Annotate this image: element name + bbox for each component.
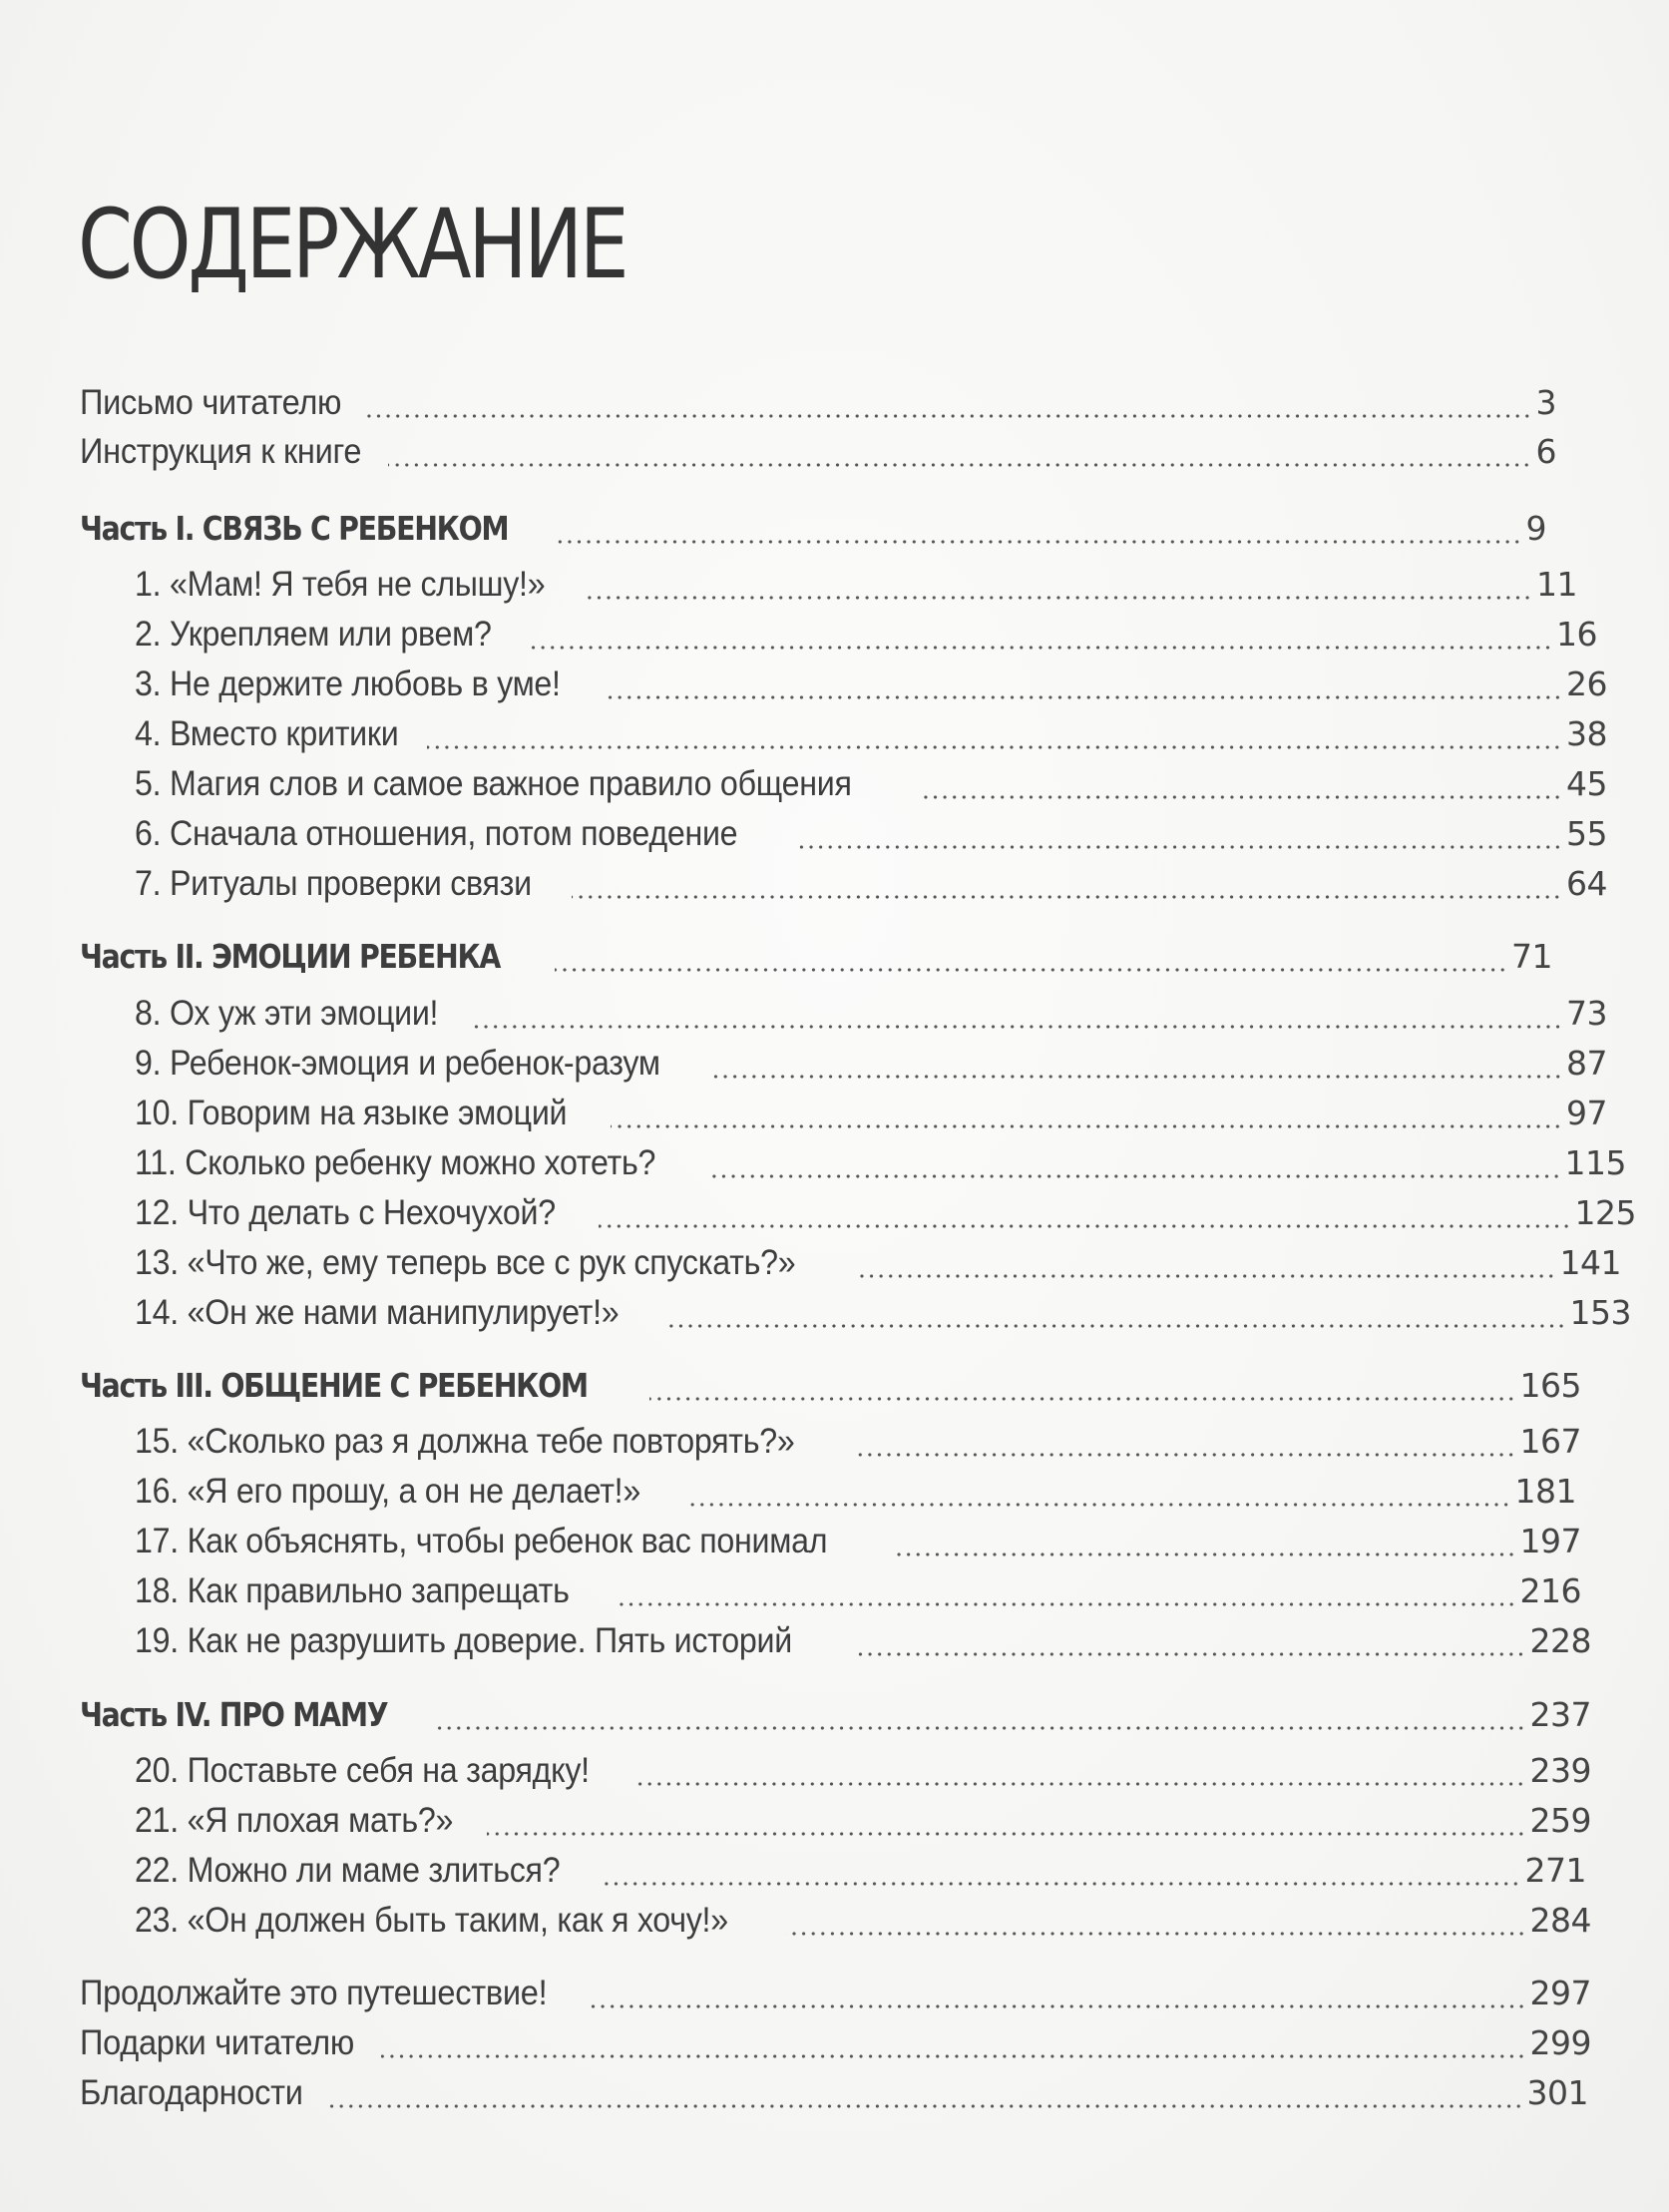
toc-chapter-4[interactable] (135, 714, 1607, 760)
toc-entry-front-2[interactable] (80, 432, 1556, 478)
toc-chapter-23[interactable] (135, 1901, 1591, 1947)
dot-leader (589, 2002, 1526, 2010)
toc-page-number: 197 (1519, 1522, 1581, 1560)
dot-leader (599, 1222, 1571, 1230)
part-title: Часть IV. ПРО МАМУ (80, 1695, 388, 1734)
toc-page-number: 125 (1574, 1193, 1636, 1232)
toc-page-number: 45 (1566, 764, 1607, 803)
toc-entry-back-2[interactable] (80, 2023, 1591, 2069)
dot-leader (786, 1930, 1526, 1938)
toc-page-number: 301 (1526, 2073, 1588, 2112)
dot-leader (667, 1322, 1566, 1330)
toc-page-number: 64 (1566, 864, 1607, 903)
chapter-title: 19. Как не разрушить доверие. Пять историй (135, 1621, 792, 1660)
dot-leader (712, 1073, 1563, 1081)
toc-page-number: 55 (1566, 814, 1607, 853)
toc-page-number: 16 (1556, 615, 1597, 654)
dot-leader (587, 594, 1532, 602)
toc-entry-label: Письмо читателю (80, 383, 342, 422)
part-title: Часть I. СВЯЗЬ С РЕБЕНКОМ (80, 509, 509, 548)
dot-leader (326, 2102, 1523, 2110)
dot-leader (855, 1650, 1525, 1658)
dot-leader (894, 1550, 1516, 1558)
chapter-title: 20. Поставьте себя на зарядку! (135, 1751, 590, 1790)
toc-chapter-18[interactable] (135, 1571, 1581, 1617)
dot-leader (858, 1451, 1515, 1459)
toc-page-number: 38 (1566, 714, 1607, 753)
chapter-title: 12. Что делать с Нехочухой? (135, 1193, 556, 1232)
dot-leader (796, 843, 1562, 851)
toc-chapter-22[interactable] (135, 1851, 1586, 1897)
dot-leader (614, 1600, 1516, 1608)
dot-leader (707, 1172, 1561, 1180)
toc-page-number: 181 (1514, 1472, 1576, 1511)
chapter-title: 18. Как правильно запрещать (135, 1571, 570, 1610)
toc-part-4[interactable] (80, 1695, 1591, 1741)
toc-part-2[interactable] (80, 937, 1552, 983)
toc-page-number: 97 (1566, 1094, 1607, 1132)
toc-page-number: 6 (1535, 432, 1556, 471)
dot-leader (471, 1023, 1562, 1031)
chapter-title: 11. Сколько ребенку можно хотеть? (135, 1143, 656, 1182)
dot-leader (690, 1501, 1510, 1509)
part-title: Часть III. ОБЩЕНИЕ С РЕБЕНКОМ (80, 1366, 588, 1405)
toc-chapter-1[interactable] (135, 565, 1577, 611)
toc-page-number: 297 (1529, 1974, 1591, 2012)
dot-leader (603, 1880, 1520, 1888)
dot-leader (555, 966, 1507, 974)
toc-page-number: 165 (1519, 1366, 1581, 1405)
toc-chapter-10[interactable] (135, 1094, 1607, 1139)
toc-chapter-3[interactable] (135, 664, 1607, 710)
toc-chapter-2[interactable] (135, 615, 1597, 661)
toc-entry-label: Благодарности (80, 2073, 303, 2112)
dot-leader (367, 412, 1532, 420)
chapter-title: 5. Магия слов и самое важное правило общения (135, 764, 852, 803)
toc-entry-back-3[interactable] (80, 2073, 1588, 2119)
chapter-title: 17. Как объяснять, чтобы ребенок вас понимал (135, 1522, 828, 1560)
toc-part-1[interactable] (80, 509, 1546, 555)
chapter-title: 6. Сначала отношения, потом поведение (135, 814, 738, 853)
toc-page-number: 239 (1529, 1751, 1591, 1790)
chapter-title: 22. Можно ли маме злиться? (135, 1851, 561, 1890)
part-title: Часть II. ЭМОЦИИ РЕБЕНКА (80, 937, 501, 976)
chapter-title: 8. Ох уж эти эмоции! (135, 994, 439, 1033)
toc-page-number: 9 (1525, 509, 1546, 548)
dot-leader (381, 2052, 1526, 2060)
toc-page-number: 71 (1511, 937, 1552, 976)
toc-chapter-16[interactable] (135, 1472, 1576, 1518)
toc-page-number: 259 (1529, 1801, 1591, 1840)
toc-page-number: 87 (1566, 1044, 1607, 1083)
dot-leader (634, 1780, 1525, 1788)
chapter-title: 13. «Что же, ему теперь все с рук спускать?» (135, 1243, 796, 1282)
chapter-title: 4. Вместо критики (135, 714, 399, 753)
toc-chapter-5[interactable] (135, 764, 1607, 810)
toc-entry-label: Продолжайте это путешествие! (80, 1974, 548, 2012)
toc-page-number: 228 (1529, 1621, 1591, 1660)
toc-chapter-19[interactable] (135, 1621, 1591, 1667)
toc-page-number: 26 (1566, 664, 1607, 703)
chapter-title: 16. «Я его прошу, а он не делает!» (135, 1472, 640, 1511)
toc-page-number: 299 (1529, 2023, 1591, 2062)
dot-leader (604, 693, 1562, 701)
dot-leader (435, 1724, 1526, 1732)
chapter-title: 10. Говорим на языке эмоций (135, 1094, 568, 1132)
toc-entry-label: Подарки читателю (80, 2023, 355, 2062)
chapter-title: 3. Не держите любовь в уме! (135, 664, 561, 703)
dot-leader (920, 793, 1562, 801)
toc-chapter-12[interactable] (135, 1193, 1636, 1239)
chapter-title: 7. Ритуалы проверки связи (135, 864, 532, 903)
dot-leader (649, 1395, 1516, 1403)
toc-chapter-20[interactable] (135, 1751, 1591, 1797)
chapter-title: 14. «Он же нами манипулирует!» (135, 1293, 620, 1332)
toc-page-number: 153 (1569, 1293, 1631, 1332)
toc-page-number: 167 (1519, 1422, 1581, 1461)
toc-chapter-21[interactable] (135, 1801, 1591, 1847)
chapter-title: 9. Ребенок-эмоция и ребенок-разум (135, 1044, 660, 1083)
toc-page-number: 237 (1529, 1695, 1591, 1734)
toc-page-number: 271 (1524, 1851, 1586, 1890)
toc-chapter-7[interactable] (135, 864, 1607, 910)
toc-chapter-13[interactable] (135, 1243, 1621, 1289)
dot-leader (388, 461, 1531, 469)
toc-page-number: 11 (1536, 565, 1577, 604)
chapter-title: 21. «Я плохая мать?» (135, 1801, 454, 1840)
toc-page-number: 3 (1535, 383, 1556, 422)
toc-page-number: 284 (1529, 1901, 1591, 1940)
chapter-title: 2. Укрепляем или рвем? (135, 615, 492, 654)
chapter-title: 1. «Мам! Я тебя не слышу!» (135, 565, 546, 604)
page-title: СОДЕРЖАНИЕ (78, 189, 626, 300)
toc-chapter-14[interactable] (135, 1293, 1631, 1339)
dot-leader (859, 1272, 1556, 1280)
toc-page-number: 115 (1564, 1143, 1626, 1182)
chapter-title: 15. «Сколько раз я должна тебе повторять?» (135, 1422, 795, 1461)
toc-entry-front-1[interactable] (80, 383, 1556, 429)
toc-entry-label: Инструкция к книге (80, 432, 362, 471)
toc-page-number: 216 (1519, 1571, 1581, 1610)
dot-leader (529, 644, 1552, 652)
chapter-title: 23. «Он должен быть таким, как я хочу!» (135, 1901, 728, 1940)
dot-leader (572, 893, 1562, 901)
toc-chapter-9[interactable] (135, 1044, 1607, 1090)
toc-chapter-11[interactable] (135, 1143, 1626, 1189)
toc-chapter-17[interactable] (135, 1522, 1581, 1567)
dot-leader (427, 743, 1562, 751)
toc-chapter-15[interactable] (135, 1422, 1581, 1468)
toc-chapter-6[interactable] (135, 814, 1607, 860)
toc-entry-back-1[interactable] (80, 1974, 1591, 2019)
dot-leader (611, 1122, 1562, 1130)
dot-leader (487, 1830, 1526, 1838)
toc-page-number: 73 (1566, 994, 1607, 1033)
toc-part-3[interactable] (80, 1366, 1581, 1412)
toc-page-number: 141 (1559, 1243, 1621, 1282)
dot-leader (555, 538, 1522, 546)
toc-chapter-8[interactable] (135, 994, 1607, 1040)
